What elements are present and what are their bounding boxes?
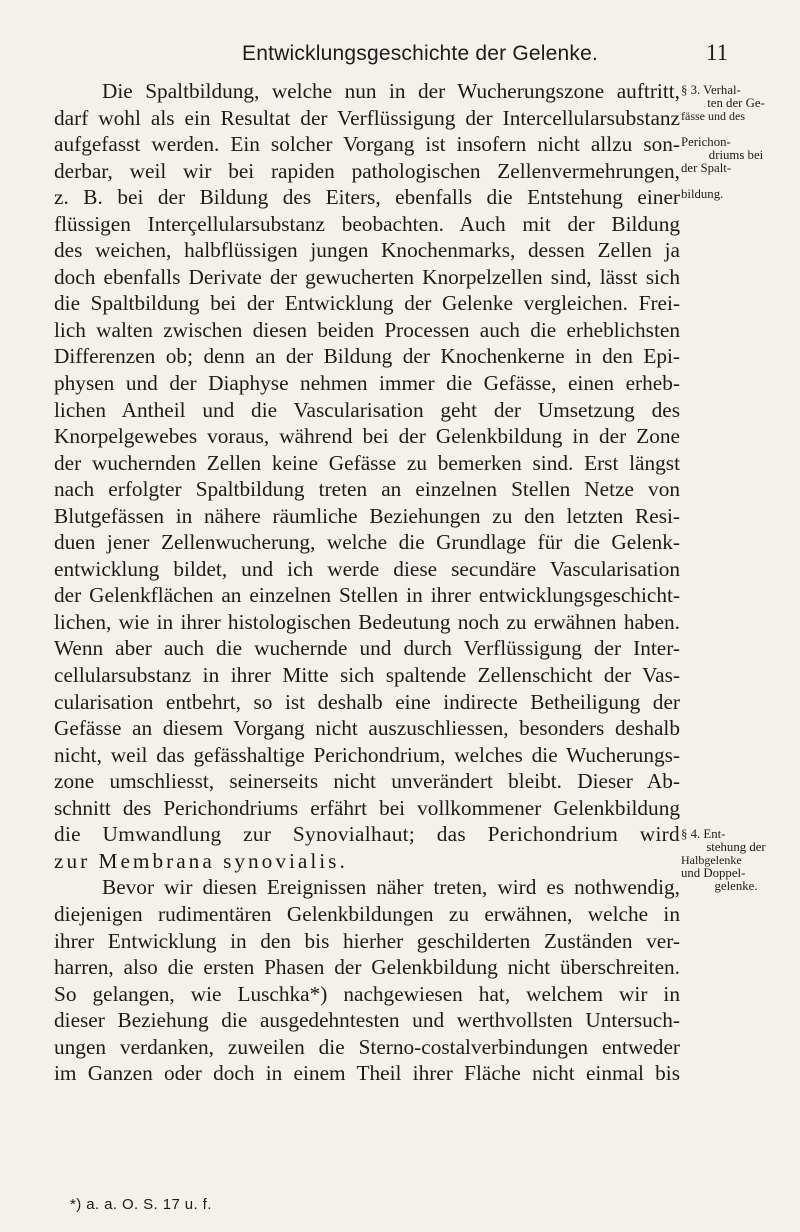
text-line: duen jener Zellenwucherung, welche die Grundlage für die Gelenk- (54, 530, 680, 555)
text-line: lichen, wie in ihrer histologischen Bedeutung noch zu erwähnen haben. (54, 609, 680, 634)
text-line: ungen verdanken, zuweilen die Sterno-costalverbindungen entweder (54, 1034, 680, 1059)
text-line: Gefässe an diesem Vorgang nicht auszuschliessen, besonders deshalb (54, 716, 680, 741)
margin-note-section-4 (681, 828, 791, 893)
text-line: entwicklung bildet, und ich werde diese secundäre Vascularisation (54, 556, 680, 581)
text-line: cularisation entbehrt, so ist deshalb eine indirecte Betheiligung der (54, 689, 680, 714)
margin-note-line: driums bei (708, 149, 764, 162)
text-line: Bevor wir diesen Ereignissen näher treten, wird es nothwendig, (102, 875, 680, 900)
text-line: im Ganzen oder doch in einem Theil ihrer Fläche nicht einmal bis (54, 1061, 680, 1086)
page-number: 11 (706, 40, 729, 65)
main-text (54, 78, 680, 1087)
text-line: Wenn aber auch die wuchernde und durch Verflüssigung der Inter- (54, 636, 680, 661)
text-line: lich walten zwischen diesen beiden Processen auch die erheblichsten (54, 317, 680, 342)
running-head: Entwicklungsgeschichte der Gelenke. (241, 42, 599, 65)
margin-note-line: bildung. (681, 188, 724, 201)
margin-note-section-3 (681, 84, 791, 201)
margin-note-line: stehung der (706, 841, 766, 854)
footnote: *) a. a. O. S. 17 u. f. (70, 1196, 212, 1213)
text-line: die Umwandlung zur Synovialhaut; das Perichondrium wird (54, 822, 680, 847)
margin-note-line: § 3. Verhal- (681, 84, 741, 97)
text-line: zur Membrana synovialis. (54, 848, 348, 873)
text-line: schnitt des Perichondriums erfährt bei vollkommener Gelenkbildung (54, 795, 680, 820)
text-line: flüssigen Interçellularsubstanz beobachten. Auch mit der Bildung (54, 211, 680, 236)
text-line: nicht, weil das gefässhaltige Perichondrium, welches die Wucherungs- (54, 742, 680, 767)
margin-note-line: ten der Ge- (707, 97, 765, 110)
text-line: der wuchernden Zellen keine Gefässe zu bemerken sind. Erst längst (54, 450, 680, 475)
margin-note-line: und Doppel- (681, 867, 746, 880)
text-line: der Gelenkflächen an einzelnen Stellen in ihrer entwicklungsgeschicht- (54, 583, 680, 608)
text-line: diejenigen rudimentären Gelenkbildungen zu erwähnen, welche in (54, 901, 680, 926)
text-line: lichen Antheil und die Vascularisation geht der Umsetzung des (54, 397, 680, 422)
text-line: derbar, weil wir bei rapiden pathologischen Zellenvermehrungen, (54, 158, 680, 183)
margin-note-line: § 4. Ent- (681, 828, 726, 841)
text-line: ihrer Entwicklung in den bis hierher geschilderten Zuständen ver- (54, 928, 680, 953)
text-line: die Spaltbildung bei der Entwicklung der Gelenke vergleichen. Frei- (54, 291, 680, 316)
text-line: Knorpelgewebes voraus, während bei der Gelenkbildung in der Zone (54, 424, 680, 449)
text-line: harren, also die ersten Phasen der Gelenkbildung nicht überschreiten. (54, 955, 680, 980)
margin-note-line: Halbgelenke (681, 854, 742, 867)
text-line: z. B. bei der Bildung des Eiters, ebenfalls die Entstehung einer (54, 185, 680, 210)
text-line: doch ebenfalls Derivate der gewucherten Knorpelzellen sind, lässt sich (54, 264, 680, 289)
text-line: Differenzen ob; denn an der Bildung der Knochenkerne in den Epi- (54, 344, 680, 369)
margin-note-line: der Spalt- (681, 162, 732, 175)
text-line: So gelangen, wie Luschka*) nachgewiesen hat, welchem wir in (54, 981, 680, 1006)
text-line: physen und der Diaphyse nehmen immer die Gefässe, einen erheb- (54, 371, 680, 396)
text-line: aufgefasst werden. Ein solcher Vorgang ist insofern nicht allzu son- (54, 132, 680, 157)
margin-note-line: Perichon- (681, 136, 731, 149)
text-line: dieser Beziehung die ausgedehntesten und werthvollsten Untersuch- (54, 1008, 680, 1033)
text-line: darf wohl als ein Resultat der Verflüssigung der Intercellularsubstanz (54, 105, 680, 130)
text-line: des weichen, halbflüssigen jungen Knochenmarks, dessen Zellen ja (54, 238, 680, 263)
text-line: Blutgefässen in nähere räumliche Beziehungen zu den letzten Resi- (54, 503, 680, 528)
text-line: zone umschliesst, seinerseits nicht unverändert bleibt. Dieser Ab- (54, 769, 680, 794)
text-line: cellularsubstanz in ihrer Mitte sich spaltende Zellenschicht der Vas- (54, 663, 680, 688)
text-line: nach erfolgter Spaltbildung treten an einzelnen Stellen Netze von (54, 477, 680, 502)
text-line: Die Spaltbildung, welche nun in der Wucherungszone auftritt, (102, 79, 680, 103)
margin-note-line: gelenke. (714, 880, 758, 893)
margin-note-line: fässe und des (681, 110, 745, 123)
